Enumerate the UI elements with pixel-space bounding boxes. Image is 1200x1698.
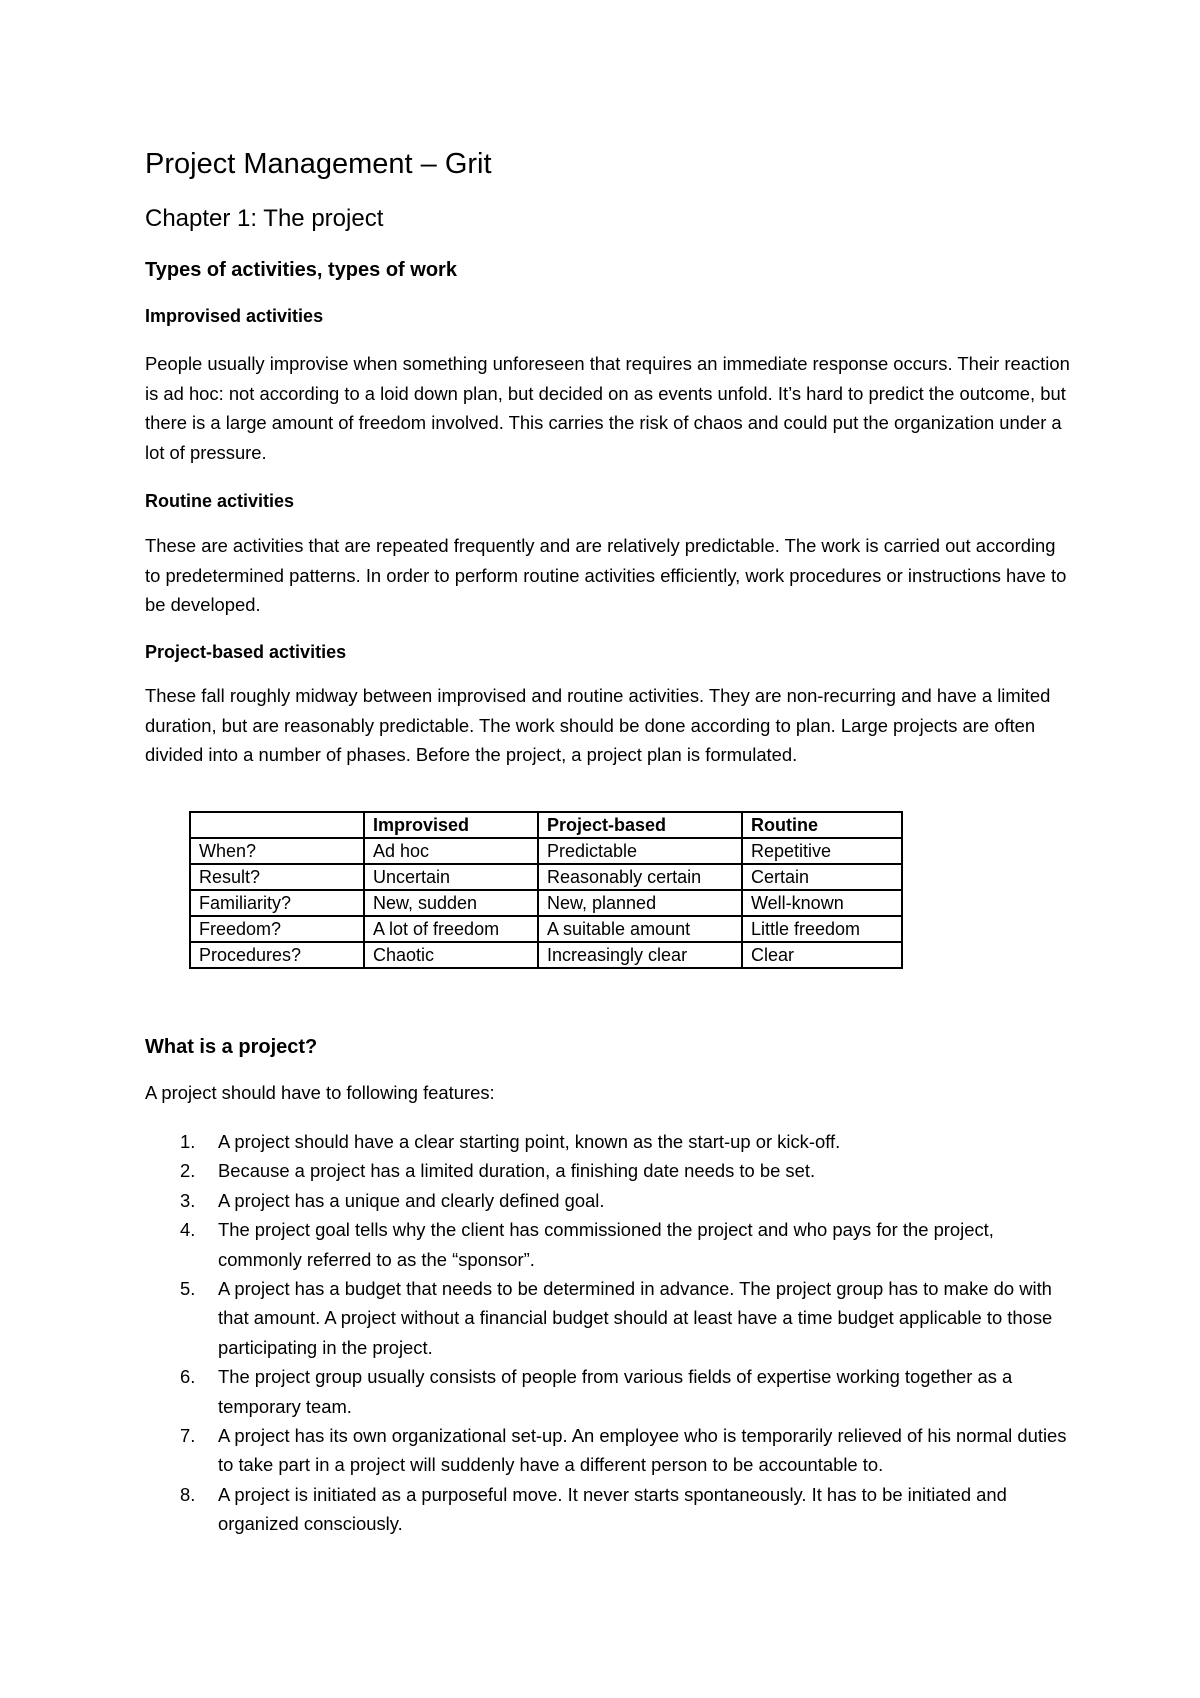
list-item-number: 7. <box>180 1425 196 1447</box>
list-item <box>145 1480 1075 1539</box>
table-cell: A lot of freedom <box>364 916 538 942</box>
project-features-list <box>145 1127 1075 1539</box>
list-item <box>145 1186 1075 1215</box>
list-item <box>145 1127 1075 1156</box>
subheading-improvised: Improvised activities <box>145 306 324 326</box>
list-item-text: A project has a budget that needs to be determined in advance. The project group has to make do with that amount. A project without a financial budget should at least have a time budget applicable to those participating in the project. <box>218 1278 1053 1358</box>
list-item <box>145 1421 1075 1480</box>
table-row <box>190 916 902 942</box>
table-header-row <box>190 812 902 838</box>
table-header-cell: Routine <box>742 812 902 838</box>
paragraph-project-based: These fall roughly midway between improvised and routine activities. They are non-recurring and have a limited duration, but are reasonably predictable. The work should be done according to plan. Large projects are often divided into a number of phases. Before the project, a project plan is formulated. <box>145 685 1051 766</box>
table-cell: Chaotic <box>364 942 538 968</box>
table-cell: Repetitive <box>742 838 902 864</box>
table-cell: Little freedom <box>742 916 902 942</box>
list-item <box>145 1215 1075 1274</box>
paragraph-improvised: People usually improvise when something unforeseen that requires an immediate response occurs. Their reaction is ad hoc: not according to a loid down plan, but decided on as events unfold. It’s hard to predict the outcome, but there is a large amount of freedom involved. This carries the risk of chaos and could put the organization under a lot of pressure. <box>145 353 1070 463</box>
table-cell: Reasonably certain <box>538 864 742 890</box>
paragraph-routine: These are activities that are repeated frequently and are relatively predictable. The work is carried out according to predetermined patterns. In order to perform routine activities efficiently, work procedures or instructions have to be developed. <box>145 535 1067 616</box>
list-item-number: 2. <box>180 1160 196 1182</box>
table-cell: Increasingly clear <box>538 942 742 968</box>
chapter-heading: Chapter 1: The project <box>145 205 384 232</box>
table-cell: Well-known <box>742 890 902 916</box>
list-item-text: Because a project has a limited duration, a finishing date needs to be set. <box>218 1160 816 1182</box>
list-item-number: 3. <box>180 1189 196 1211</box>
table-cell: Procedures? <box>190 942 364 968</box>
list-item <box>145 1156 1075 1185</box>
table-cell: Familiarity? <box>190 890 364 916</box>
table-header-cell: Project-based <box>538 812 742 838</box>
list-item <box>145 1274 1075 1362</box>
table-header-cell: Improvised <box>364 812 538 838</box>
list-item-number: 8. <box>180 1483 196 1505</box>
subheading-routine: Routine activities <box>145 491 295 511</box>
section-heading-what-is-project: What is a project? <box>145 1036 318 1058</box>
table-cell: Predictable <box>538 838 742 864</box>
table-cell: Result? <box>190 864 364 890</box>
table-row <box>190 864 902 890</box>
table-row <box>190 838 902 864</box>
list-item <box>145 1362 1075 1421</box>
subheading-project-based: Project-based activities <box>145 642 347 662</box>
table-cell: A suitable amount <box>538 916 742 942</box>
table-cell: Certain <box>742 864 902 890</box>
list-item-number: 5. <box>180 1278 196 1300</box>
table-cell: Uncertain <box>364 864 538 890</box>
list-item-number: 1. <box>180 1131 196 1152</box>
page-title: Project Management – Grit <box>145 148 492 180</box>
list-item-number: 6. <box>180 1366 196 1388</box>
list-item-text: The project goal tells why the client has commissioned the project and who pays for the project, commonly referred to as the “sponsor”. <box>218 1219 994 1270</box>
list-item-text: The project group usually consists of people from various fields of expertise working together as a temporary team. <box>218 1366 1013 1417</box>
table-cell: Ad hoc <box>364 838 538 864</box>
table-cell: New, planned <box>538 890 742 916</box>
list-item-text: A project has its own organizational set-up. An employee who is temporarily relieved of his normal duties to take part in a project will suddenly have a different person to be accountable to. <box>218 1425 1067 1476</box>
activity-comparison-table <box>189 811 903 969</box>
table-row <box>190 942 902 968</box>
list-item-text: A project is initiated as a purposeful move. It never starts spontaneously. It has to be initiated and organized consciously. <box>218 1483 1007 1535</box>
table-row <box>190 890 902 916</box>
table-cell: Clear <box>742 942 902 968</box>
list-item-number: 4. <box>180 1219 196 1241</box>
table-cell: New, sudden <box>364 890 538 916</box>
section-heading-types: Types of activities, types of work <box>145 259 457 281</box>
list-item-text: A project has a unique and clearly defined goal. <box>218 1189 605 1211</box>
features-intro: A project should have to following features: <box>145 1082 495 1103</box>
table-cell: When? <box>190 838 364 864</box>
table-cell: Freedom? <box>190 916 364 942</box>
table-header-cell <box>190 812 364 838</box>
list-item-text: A project should have a clear starting point, known as the start-up or kick-off. <box>218 1131 841 1152</box>
